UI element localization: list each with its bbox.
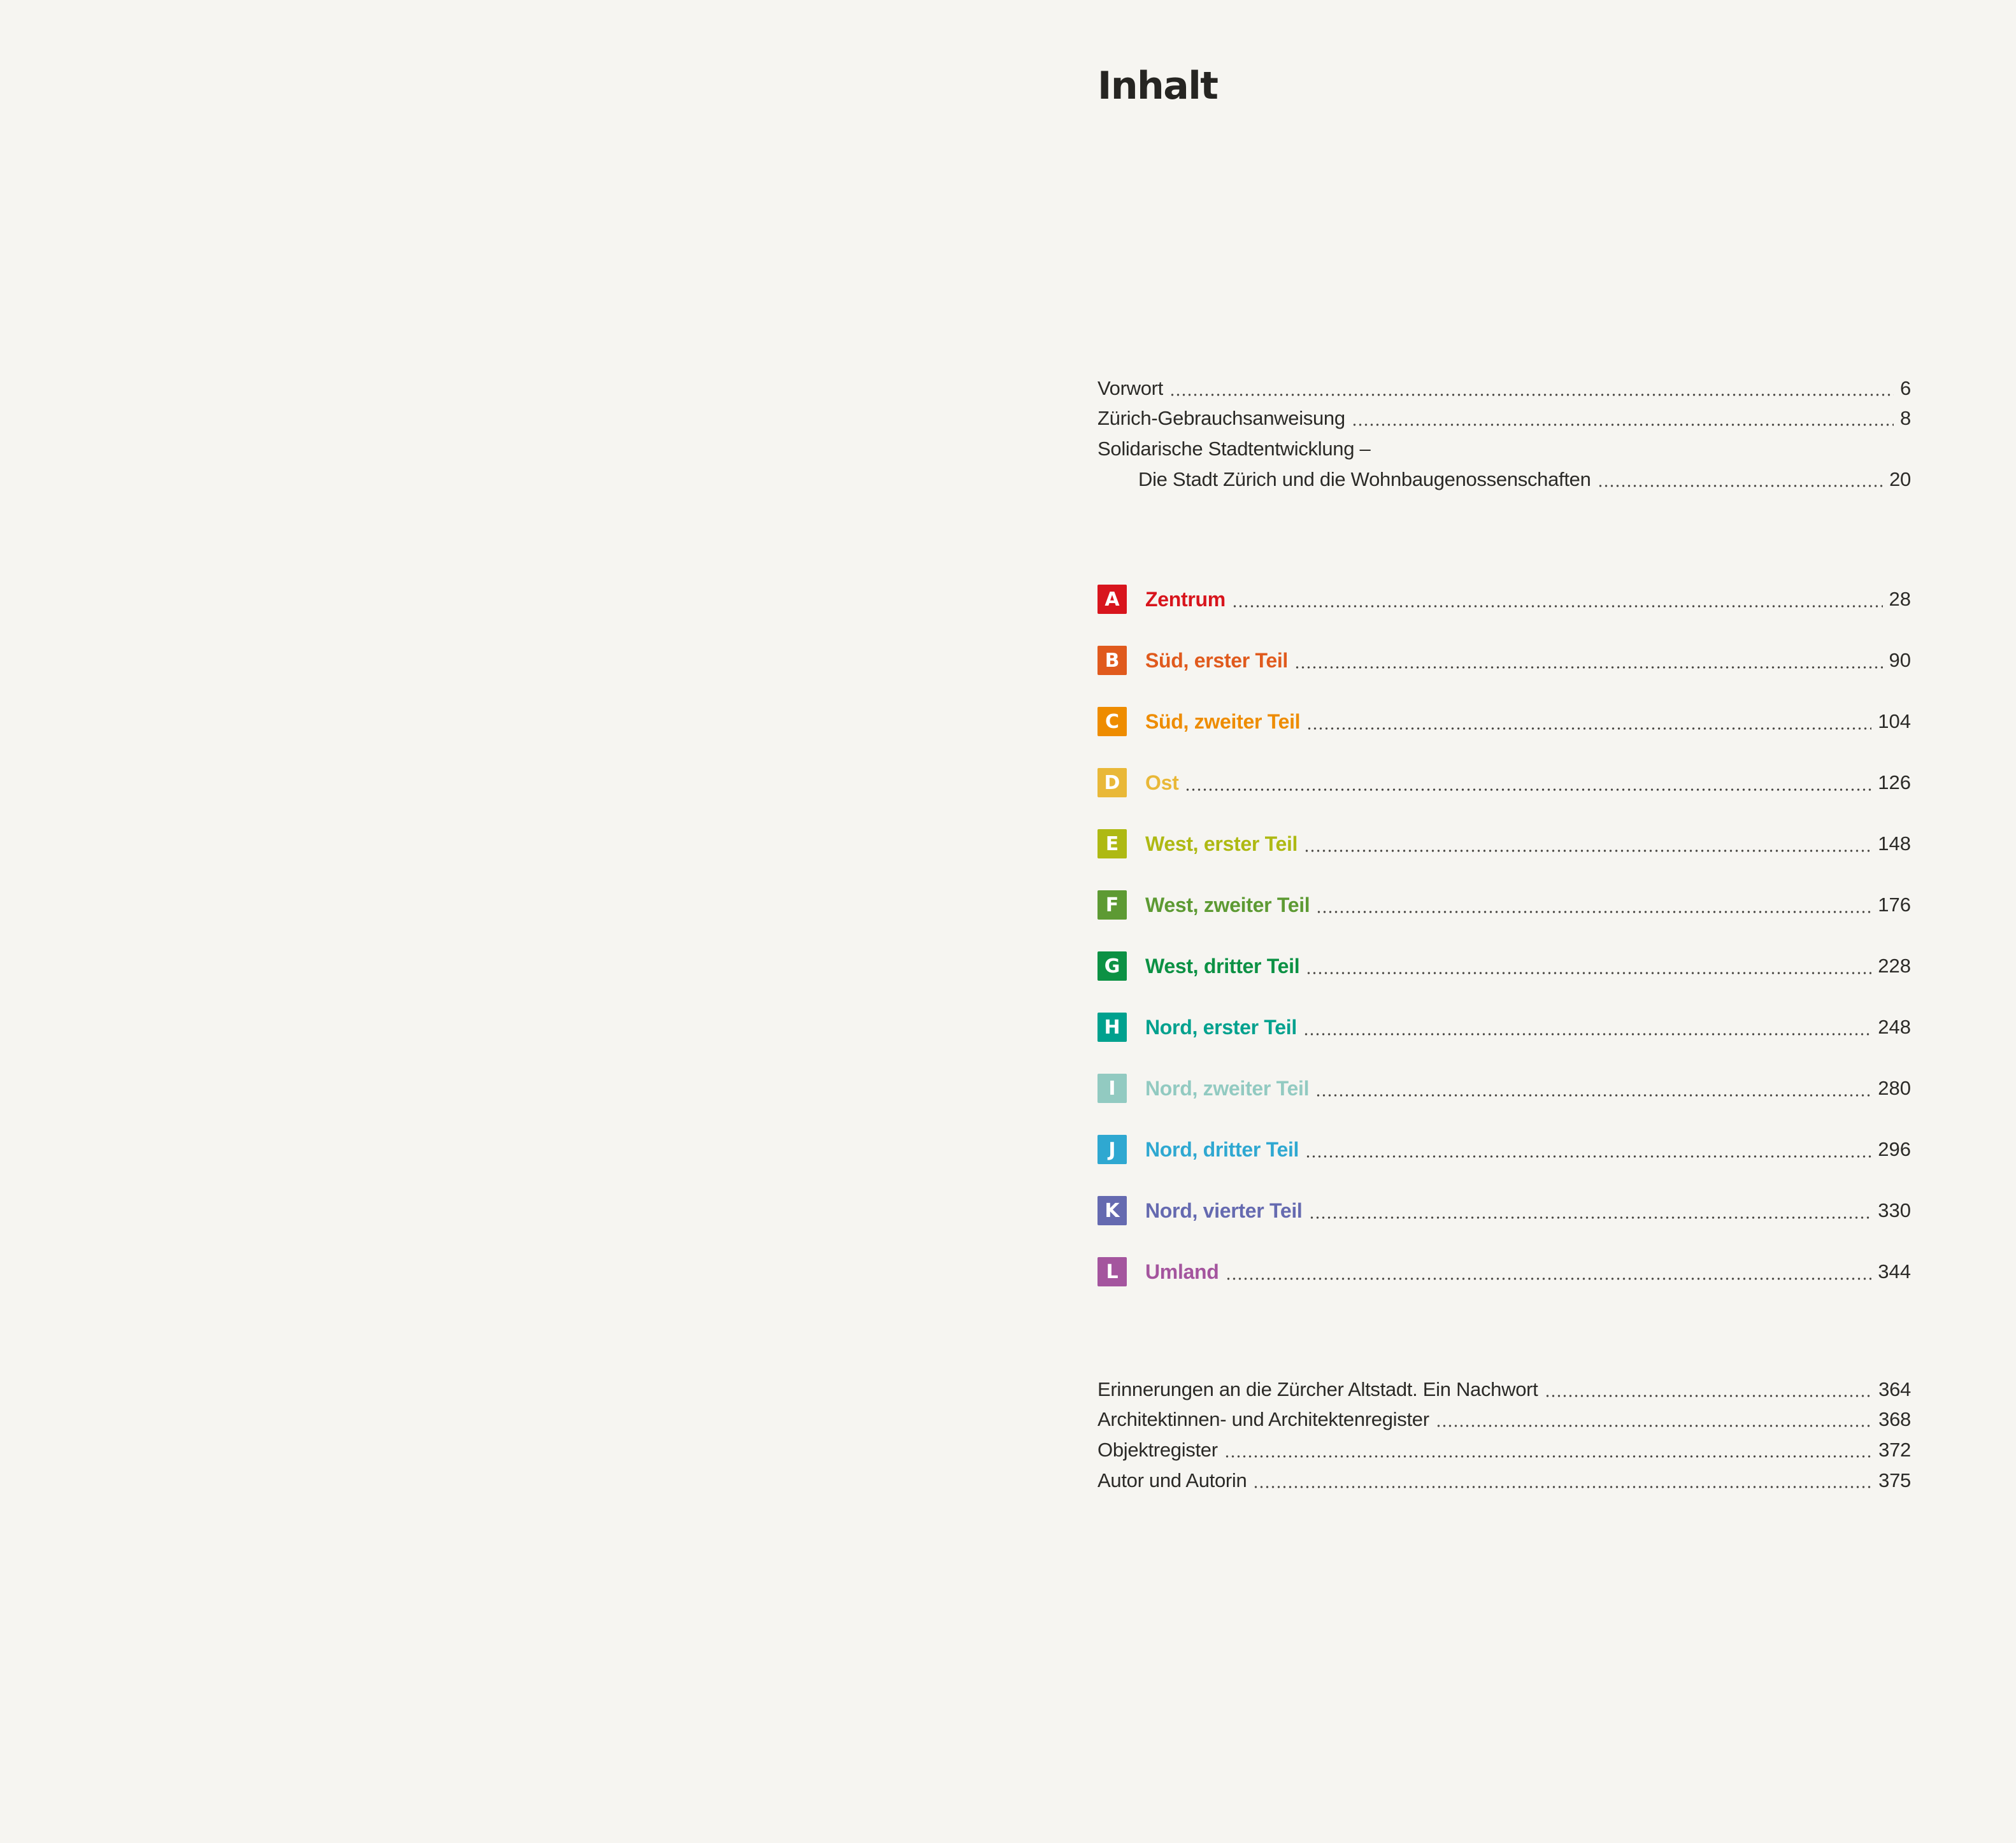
section-page: 148 (1878, 832, 1911, 855)
section-label: Nord, erster Teil (1145, 1015, 1297, 1039)
section-page: 126 (1878, 771, 1911, 793)
section-label: Nord, vierter Teil (1145, 1199, 1303, 1222)
dot-leader (1545, 1395, 1873, 1397)
section-page: 90 (1889, 649, 1911, 671)
toc-entry-label: Erinnerungen an die Zürcher Altstadt. Ein Nachwort (1097, 1377, 1538, 1400)
section-entry[interactable] (1097, 569, 1911, 630)
dot-leader (1306, 727, 1871, 730)
toc-entry[interactable] (1097, 1405, 1911, 1435)
section-entry[interactable] (1097, 813, 1911, 874)
dot-leader (1169, 394, 1894, 396)
toc-entry-label-line1: Solidarische Stadtentwicklung – (1097, 437, 1371, 460)
toc-entry-label: Zürich-Gebrauchsanweisung (1097, 407, 1345, 430)
section-page: 228 (1878, 955, 1911, 977)
dot-leader (1253, 1486, 1872, 1488)
dot-leader (1598, 485, 1884, 487)
toc-entry-page: 372 (1878, 1438, 1911, 1461)
toc-entry-label: Architektinnen- und Architektenregister (1097, 1408, 1429, 1431)
dot-leader (1304, 850, 1871, 852)
section-letter-badge: J (1097, 1135, 1127, 1164)
dot-leader (1306, 972, 1871, 974)
section-label: West, erster Teil (1145, 832, 1298, 855)
section-label: Zentrum (1145, 587, 1226, 611)
section-label: West, zweiter Teil (1145, 893, 1310, 916)
section-page: 344 (1878, 1260, 1911, 1283)
toc-entry[interactable] (1097, 1435, 1911, 1465)
toc-entry[interactable] (1097, 1374, 1911, 1405)
toc-entry[interactable] (1097, 404, 1911, 434)
back-matter-list (1097, 1374, 1911, 1495)
section-letter-badge: D (1097, 768, 1127, 797)
section-letter-badge: C (1097, 707, 1127, 736)
section-entry[interactable] (1097, 1058, 1911, 1119)
toc-entry-multiline[interactable] (1097, 434, 1911, 494)
dot-leader (1316, 911, 1871, 913)
section-list (1097, 569, 1911, 1302)
section-entry[interactable] (1097, 691, 1911, 752)
dot-leader (1436, 1425, 1872, 1427)
toc-entry-page: 364 (1878, 1377, 1911, 1400)
section-page: 330 (1878, 1199, 1911, 1221)
section-letter-badge: F (1097, 890, 1127, 920)
dot-leader (1224, 1455, 1872, 1458)
toc-entry-page: 8 (1900, 407, 1911, 430)
section-entry[interactable] (1097, 1241, 1911, 1302)
section-page: 104 (1878, 710, 1911, 732)
toc-entry-page: 6 (1900, 376, 1911, 399)
section-label: Nord, dritter Teil (1145, 1137, 1299, 1161)
dot-leader (1232, 605, 1883, 608)
section-letter-badge: K (1097, 1196, 1127, 1225)
section-label: West, dritter Teil (1145, 954, 1300, 978)
dot-leader (1309, 1216, 1872, 1219)
section-page: 28 (1889, 588, 1911, 610)
dot-leader (1303, 1033, 1871, 1035)
section-letter-badge: I (1097, 1074, 1127, 1103)
toc-entry-page: 368 (1878, 1408, 1911, 1431)
section-label: Süd, erster Teil (1145, 648, 1289, 672)
section-label: Ost (1145, 771, 1179, 794)
section-entry[interactable] (1097, 752, 1911, 813)
dot-leader (1185, 788, 1871, 791)
section-label: Umland (1145, 1260, 1219, 1283)
front-matter-list (1097, 373, 1911, 494)
section-label: Nord, zweiter Teil (1145, 1076, 1310, 1100)
dot-leader (1305, 1155, 1871, 1158)
section-page: 280 (1878, 1077, 1911, 1099)
toc-entry-label: Vorwort (1097, 376, 1163, 399)
section-letter-badge: L (1097, 1257, 1127, 1286)
toc-entry[interactable] (1097, 1465, 1911, 1496)
toc-entry-label: Objektregister (1097, 1438, 1218, 1461)
dot-leader (1315, 1094, 1871, 1097)
toc-entry[interactable] (1097, 373, 1911, 404)
dot-leader (1226, 1277, 1872, 1280)
section-entry[interactable] (1097, 997, 1911, 1058)
toc-entry-label: Autor und Autorin (1097, 1469, 1247, 1491)
section-entry[interactable] (1097, 630, 1911, 691)
toc-entry-page: 20 (1889, 467, 1911, 490)
section-entry[interactable] (1097, 1119, 1911, 1180)
toc-entry-label-line2: Die Stadt Zürich und die Wohnbaugenossenschaften (1138, 467, 1591, 490)
section-entry[interactable] (1097, 936, 1911, 997)
section-letter-badge: E (1097, 829, 1127, 858)
page-title: Inhalt (1097, 64, 1218, 108)
section-entry[interactable] (1097, 874, 1911, 936)
section-page: 296 (1878, 1138, 1911, 1160)
section-letter-badge: B (1097, 646, 1127, 675)
section-letter-badge: G (1097, 951, 1127, 981)
dot-leader (1352, 423, 1894, 426)
section-letter-badge: A (1097, 585, 1127, 614)
section-label: Süd, zweiter Teil (1145, 709, 1301, 733)
section-page: 176 (1878, 893, 1911, 916)
section-page: 248 (1878, 1016, 1911, 1038)
dot-leader (1294, 666, 1883, 669)
section-entry[interactable] (1097, 1180, 1911, 1241)
toc-entry-page: 375 (1878, 1469, 1911, 1491)
section-letter-badge: H (1097, 1013, 1127, 1042)
